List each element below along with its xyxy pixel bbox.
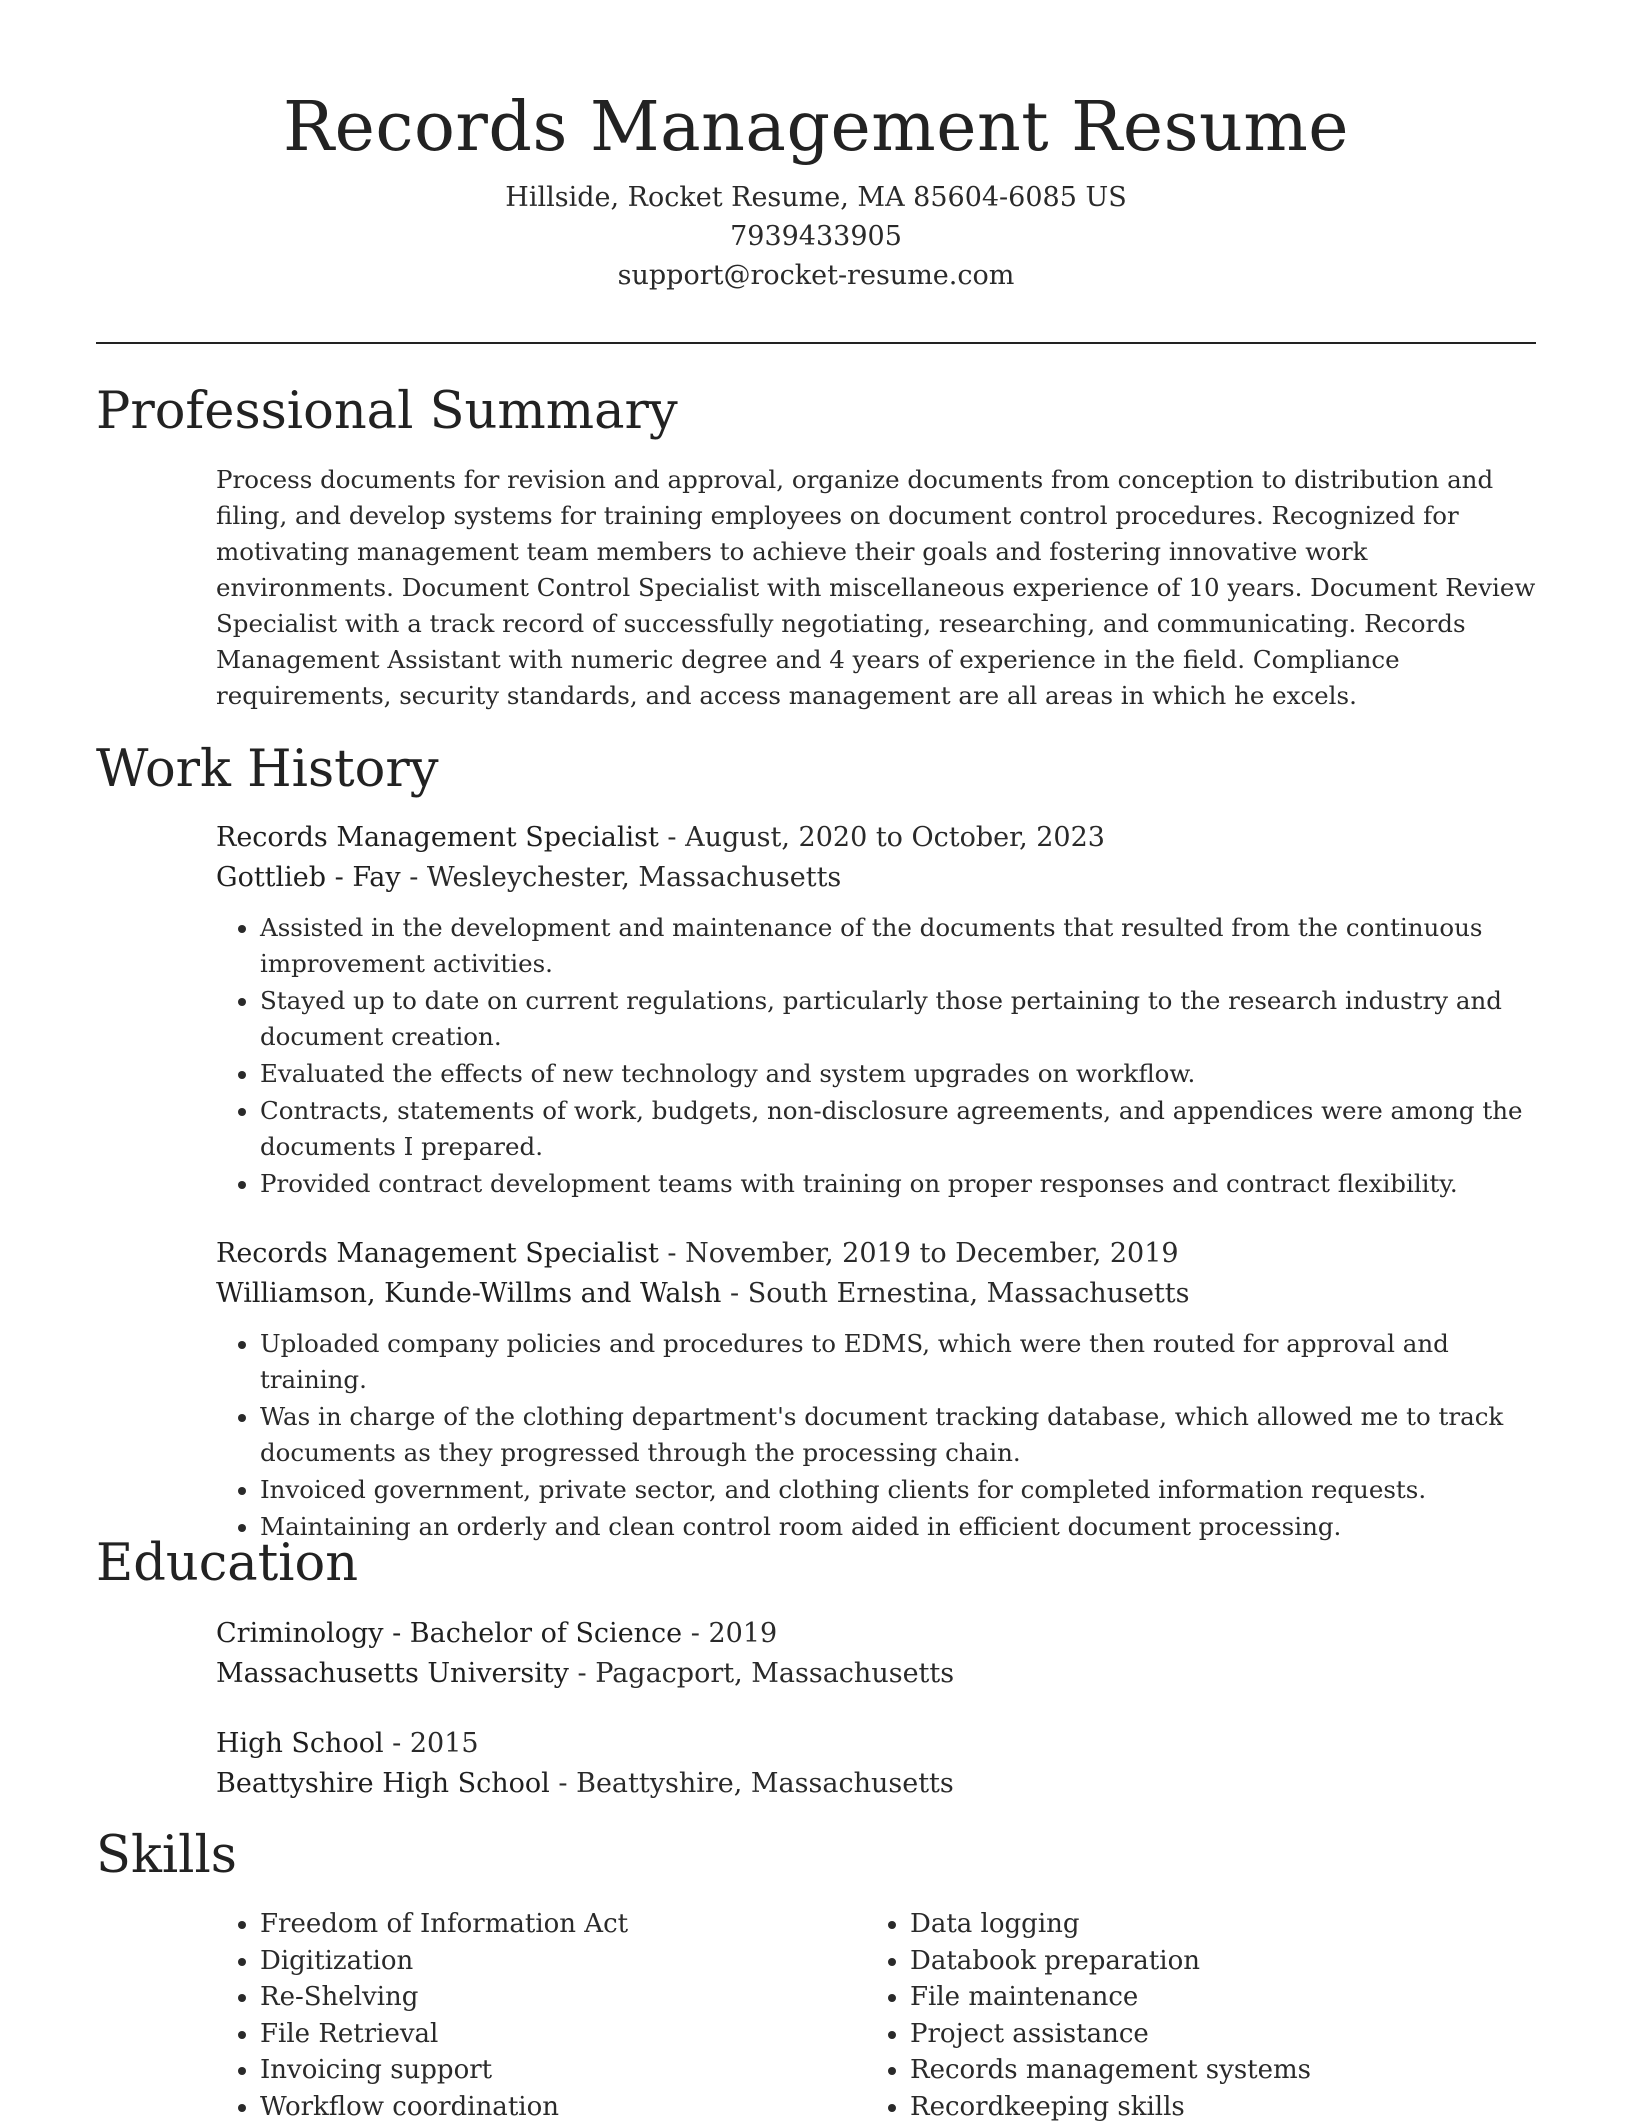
- education-entry: [216, 1724, 1536, 1804]
- employer-name: Williamson, Kunde-Willms and Walsh: [216, 1278, 721, 1309]
- list-item: • Evaluated the effects of new technology and system upgrades on workflow.: [260, 1056, 1536, 1092]
- employer-line: [216, 858, 1536, 898]
- resume-header: [0, 80, 1632, 295]
- job-position: Records Management Specialist: [216, 1238, 659, 1269]
- job-entry: [216, 818, 1536, 1203]
- skills-column-left: [216, 1906, 856, 2125]
- skills-list: [216, 1906, 856, 2125]
- education-entry: [216, 1614, 1536, 1694]
- header-divider: [96, 342, 1536, 344]
- employer-location: - Wesleychester, Massachusetts: [401, 862, 842, 893]
- work-history-heading: Work History: [96, 738, 439, 802]
- skill-item: • Re-Shelving: [260, 1979, 856, 2016]
- degree-line: [216, 1724, 1536, 1764]
- degree-year: - 2015: [384, 1728, 479, 1759]
- employer-location: - South Ernestina, Massachusetts: [721, 1278, 1189, 1309]
- skills-column-right: [866, 1906, 1506, 2125]
- contact-block: [0, 178, 1632, 295]
- list-item: • Invoiced government, private sector, and clothing clients for completed information requests.: [260, 1472, 1536, 1508]
- list-item: • Contracts, statements of work, budgets, non-disclosure agreements, and appendices were among the documents I prepared.: [260, 1093, 1536, 1165]
- skills-heading: Skills: [96, 1824, 237, 1888]
- job-dates: - August, 2020 to October, 2023: [659, 822, 1105, 853]
- skills-list: [866, 1906, 1506, 2125]
- school-location: - Beattyshire, Massachusetts: [550, 1768, 954, 1799]
- list-item: • Maintaining an orderly and clean control room aided in efficient document processing.: [260, 1509, 1536, 1545]
- skill-item: • Recordkeeping skills: [910, 2089, 1506, 2125]
- job-entry: [216, 1234, 1536, 1546]
- list-item: • Was in charge of the clothing department's document tracking database, which allowed me to track documents as they progressed through the processing chain.: [260, 1399, 1536, 1471]
- degree-name: High School: [216, 1728, 384, 1759]
- skill-item: • Invoicing support: [260, 2052, 856, 2089]
- contact-phone: 7939433905: [0, 217, 1632, 256]
- skill-item: • Digitization: [260, 1943, 856, 1980]
- job-position: Records Management Specialist: [216, 822, 659, 853]
- skill-item: • File Retrieval: [260, 2016, 856, 2053]
- list-item: • Assisted in the development and maintenance of the documents that resulted from the continuous improvement activities.: [260, 910, 1536, 982]
- summary-section: [216, 462, 1536, 714]
- employer-line: [216, 1274, 1536, 1314]
- skill-item: • Freedom of Information Act: [260, 1906, 856, 1943]
- school-line: [216, 1654, 1536, 1694]
- contact-email: support@rocket-resume.com: [0, 256, 1632, 295]
- list-item: • Stayed up to date on current regulations, particularly those pertaining to the research industry and document creation.: [260, 983, 1536, 1055]
- summary-heading: Professional Summary: [96, 380, 678, 444]
- job-title-line: [216, 818, 1536, 858]
- skill-item: • Records management systems: [910, 2052, 1506, 2089]
- skill-item: • Workflow coordination: [260, 2089, 856, 2125]
- skill-item: • Project assistance: [910, 2016, 1506, 2053]
- degree-name: Criminology - Bachelor of Science: [216, 1618, 682, 1649]
- job-title-line: [216, 1234, 1536, 1274]
- list-item: • Provided contract development teams with training on proper responses and contract flexibility.: [260, 1166, 1536, 1202]
- school-line: [216, 1764, 1536, 1804]
- skill-item: • Data logging: [910, 1906, 1506, 1943]
- school-location: - Pagacport, Massachusetts: [569, 1658, 954, 1689]
- job-dates: - November, 2019 to December, 2019: [659, 1238, 1179, 1269]
- resume-title: Records Management Resume: [0, 80, 1632, 176]
- skill-item: • Databook preparation: [910, 1943, 1506, 1980]
- education-heading: Education: [96, 1532, 358, 1596]
- job-bullets: [216, 1326, 1536, 1545]
- contact-address: Hillside, Rocket Resume, MA 85604-6085 US: [0, 178, 1632, 217]
- summary-text: Process documents for revision and approval, organize documents from conception to distribution and filing, and develop systems for training employees on document control procedures. Recognized for motivating management team members to achieve their goals and fostering innovative work environments. Document Control Specialist with miscellaneous experience of 10 years. Document Review Specialist with a track record of successfully negotiating, researching, and communicating. Records Management Assistant with numeric degree and 4 years of experience in the field. Compliance requirements, security standards, and access management are all areas in which he excels.: [216, 462, 1536, 714]
- school-name: Massachusetts University: [216, 1658, 569, 1689]
- degree-line: [216, 1614, 1536, 1654]
- school-name: Beattyshire High School: [216, 1768, 550, 1799]
- employer-name: Gottlieb - Fay: [216, 862, 401, 893]
- degree-year: - 2019: [682, 1618, 777, 1649]
- job-bullets: [216, 910, 1536, 1202]
- skill-item: • File maintenance: [910, 1979, 1506, 2016]
- list-item: • Uploaded company policies and procedures to EDMS, which were then routed for approval and training.: [260, 1326, 1536, 1398]
